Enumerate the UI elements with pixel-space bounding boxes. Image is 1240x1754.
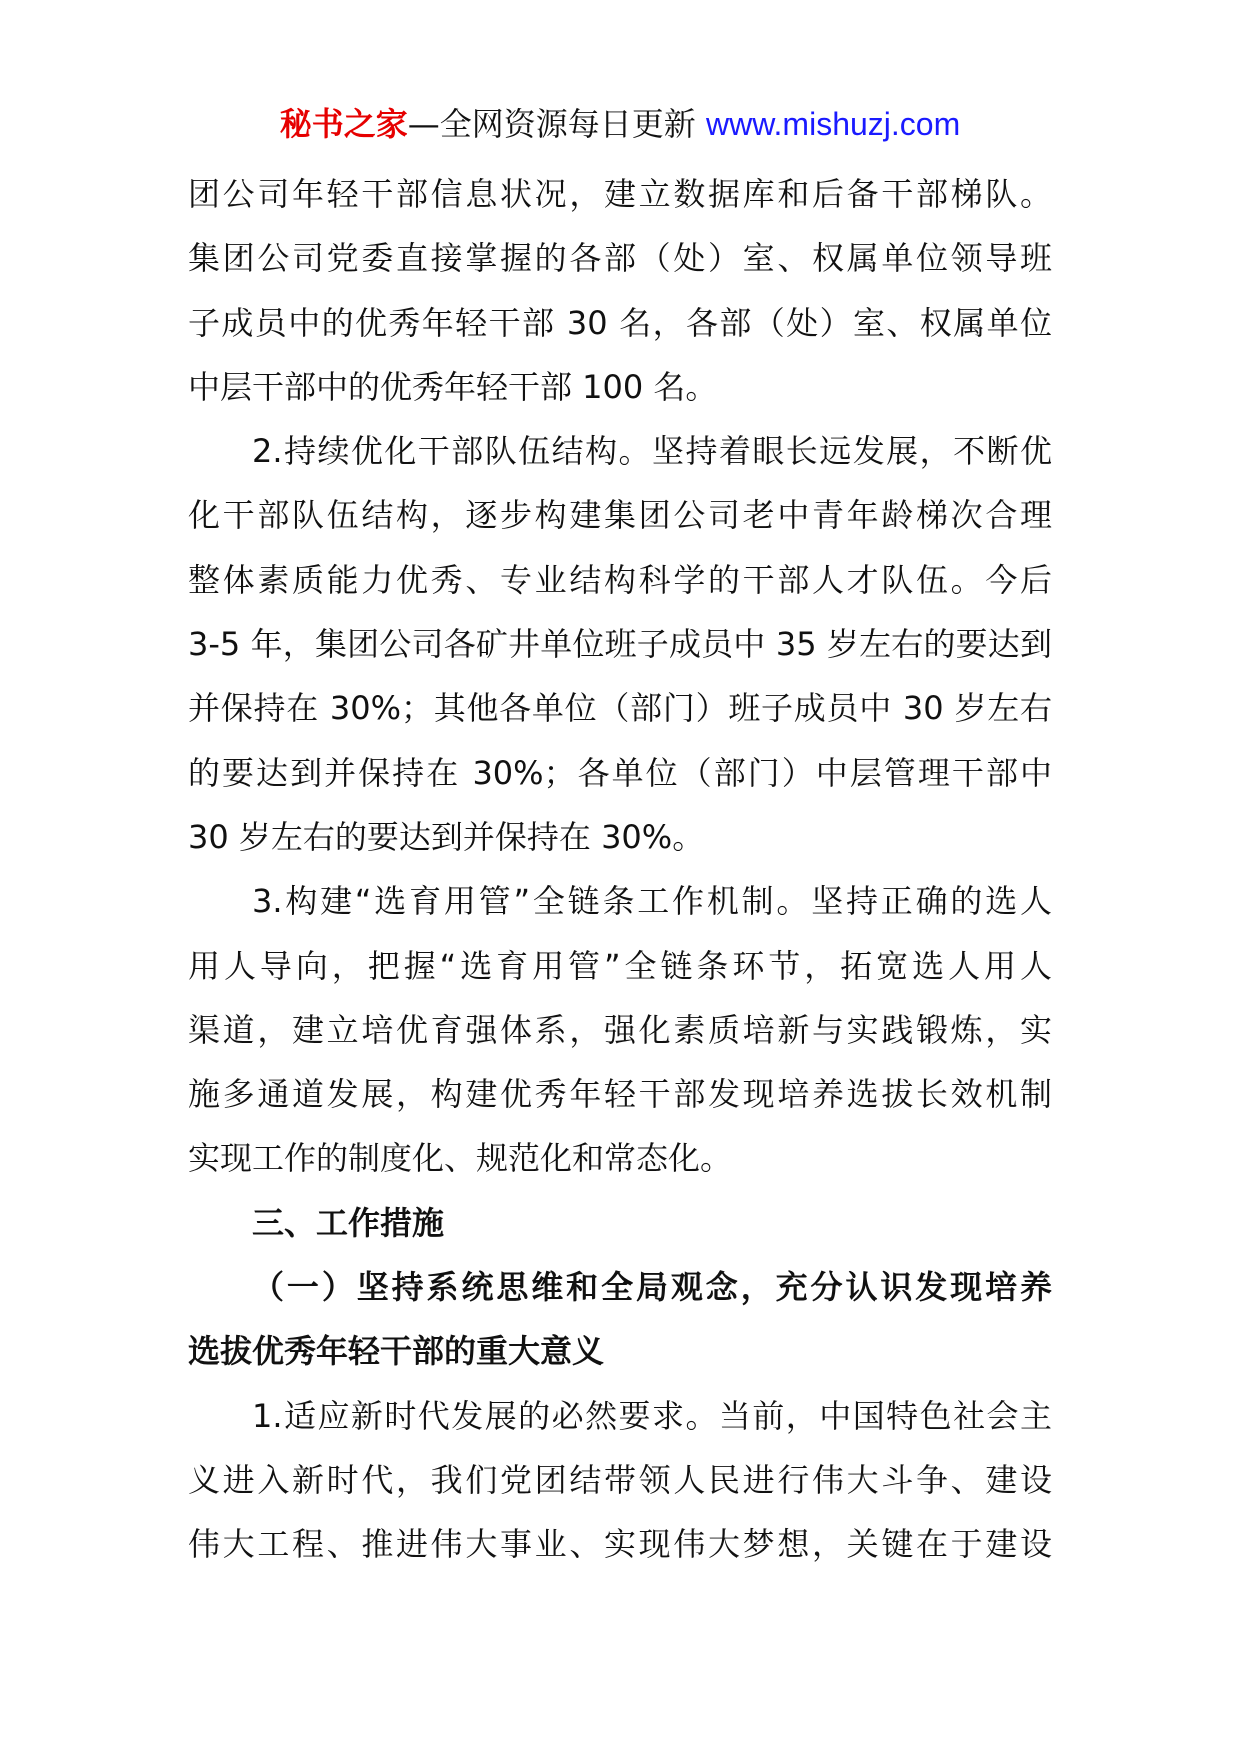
header-tagline: —全网资源每日更新 <box>407 105 696 143</box>
site-header <box>0 100 1240 148</box>
text-line: 整体素质能力优秀、专业结构科学的干部人才队伍。今后 <box>188 560 1052 599</box>
text-line: 团公司年轻干部信息状况，建立数据库和后备干部梯队。 <box>188 175 1052 213</box>
site-url-link[interactable]: www.mishuzj.com <box>705 106 961 142</box>
text-line: 1.适应新时代发展的必然要求。当前，中国特色社会主 <box>252 1396 1052 1435</box>
text-line: 中层干部中的优秀年轻干部 100 名。 <box>188 367 718 406</box>
heading-line: 选拔优秀年轻干部的重大意义 <box>188 1332 605 1371</box>
text-line: 子成员中的优秀年轻干部 30 名，各部（处）室、权属单位 <box>188 303 1052 342</box>
text-line: 施多通道发展，构建优秀年轻干部发现培养选拔长效机制 <box>188 1075 1052 1114</box>
heading-line: 三、工作措施 <box>252 1203 445 1242</box>
text-line: 用人导向，把握“选育用管”全链条环节，拓宽选人用人 <box>188 946 1052 985</box>
text-line: 3.构建“选育用管”全链条工作机制。坚持正确的选人 <box>252 882 1052 921</box>
text-line: 2.持续优化干部队伍结构。坚持着眼长远发展，不断优 <box>252 432 1052 471</box>
document-body <box>188 162 1052 1577</box>
text-line: 义进入新时代，我们党团结带领人民进行伟大斗争、建设 <box>188 1460 1052 1499</box>
text-line: 实现工作的制度化、规范化和常态化。 <box>188 1139 733 1178</box>
text-line: 并保持在 30%；其他各单位（部门）班子成员中 30 岁左右 <box>188 689 1052 728</box>
text-line: 3-5 年，集团公司各矿井单位班子成员中 35 岁左右的要达到 <box>188 625 1052 664</box>
text-line: 伟大工程、推进伟大事业、实现伟大梦想，关键在于建设 <box>188 1525 1052 1564</box>
text-line: 集团公司党委直接掌握的各部（处）室、权属单位领导班 <box>188 239 1052 278</box>
brand-name: 秘书之家 <box>279 105 408 143</box>
text-line: 的要达到并保持在 30%；各单位（部门）中层管理干部中 <box>188 753 1052 792</box>
text-line: 化干部队伍结构，逐步构建集团公司老中青年龄梯次合理 <box>188 496 1052 535</box>
text-line: 渠道，建立培优育强体系，强化素质培新与实践锻炼，实 <box>188 1010 1052 1049</box>
heading-line: （一）坚持系统思维和全局观念，充分认识发现培养 <box>252 1268 1052 1307</box>
text-line: 30 岁左右的要达到并保持在 30%。 <box>188 817 705 856</box>
